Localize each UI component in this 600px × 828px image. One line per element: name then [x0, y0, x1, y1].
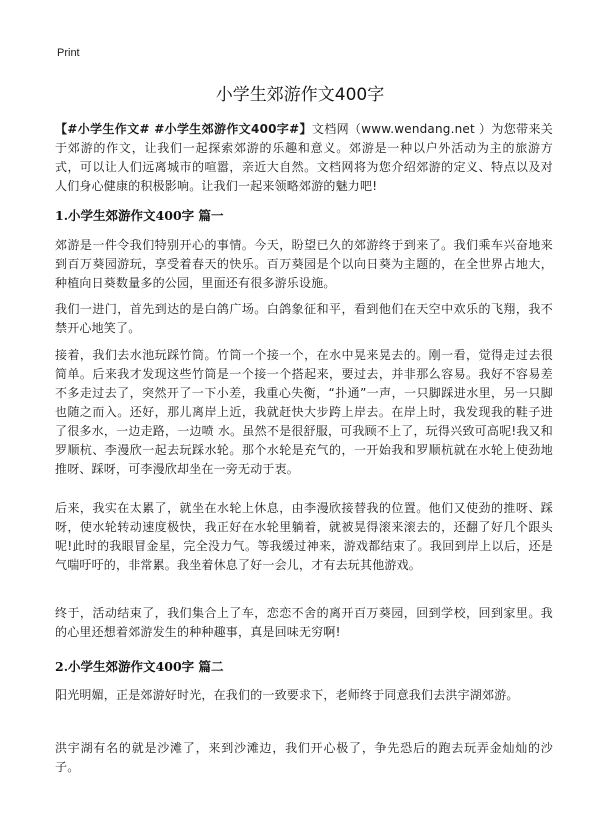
print-link[interactable]: Print — [57, 47, 80, 59]
intro-text: 文档网（www.wendang.net ）为您带来关于郊游的作文，让我们一起探索郊游的乐趣和意义。郊游是一种以户外活动为主的旅游方式，可以让人们远离城市的喧嚣，亲近大自然。文档网将为您介绍郊游的定义、特点以及对人们身心健康的积极影响。让我们一起来领略郊游的魅力吧! — [55, 122, 553, 193]
paragraph-2-1: 阳光明媚，正是郊游好时光，在我们的一致要求下，老师终于同意我们去洪宇湖郊游。 — [55, 688, 519, 702]
section-heading-1: 1.小学生郊游作文400字 篇一 — [55, 208, 224, 223]
intro-paragraph — [55, 120, 553, 196]
paragraph-2-2: 洪宇湖有名的就是沙滩了，来到沙滩边，我们开心极了，争先恐后的跑去玩弄金灿灿的沙子。 — [55, 741, 553, 774]
paragraph-1-5: 终于，活动结束了，我们集合上了车，恋恋不舍的离开百万葵园，回到学校，回到家里。我的心里还想着郊游发生的种种趣事，真是回味无穷啊! — [55, 606, 553, 639]
paragraph-1-4: 后来，我实在太累了，就坐在水轮上休息，由李漫欣接替我的位置。他们又使劲的推呀、踩呀，使水轮转动速度极快，我正好在水轮里躺着，就被晃得滚来滚去的，还翻了好几个跟头呢!此时的我眼冒金星，完全没力气。等我缓过神来，游戏都结束了。我回到岸上以后，还是气喘吁吁的，非常累。我坐着休息了好一会儿，才有去玩其他游戏。 — [55, 501, 553, 572]
paragraph-1-1: 郊游是一件令我们特别开心的事情。今天，盼望已久的郊游终于到来了。我们乘车兴奋地来到百万葵园游玩，享受着春天的快乐。百万葵园是个以向日葵为主题的，在全世界占地大，种植向日葵数量多的公园，里面还有很多游乐设施。 — [55, 238, 553, 290]
paragraph-1-2: 我们一进门，首先到达的是白鸽广场。白鸽象征和平，看到他们在天空中欢乐的飞翔，我不禁开心地笑了。 — [55, 302, 553, 335]
page-title: 小学生郊游作文400字 — [215, 85, 385, 105]
intro-tags: 【#小学生作文# #小学生郊游作文400字#】 — [55, 122, 312, 136]
paragraph-1-3: 接着，我们去水池玩踩竹筒。竹筒一个接一个，在水中晃来晃去的。刚一看，觉得走过去很简单。后来我才发现这些竹筒是一个接一个搭起来，要过去，并非那么容易。我好不容易差不多走过去了，突然开了一下小差，我重心失衡，“扑通”一声，一只脚踩进水里，另一只脚也随之而入。还好，那儿离岸上近，我就赶快大步跨上岸去。在岸上时，我发现我的鞋子进了很多水，一边走路，一边喷 水。虽然不是很舒服，可我顾不上了，玩得兴致可高呢!我又和罗顺杭、李漫欣一起去玩踩水轮。那个水轮是充气的，一开始我和罗顺杭就在水轮上使劲地推呀、踩呀，可李漫欣却坐在一旁无动于衷。 — [55, 348, 553, 476]
section-heading-2: 2.小学生郊游作文400字 篇二 — [55, 659, 224, 674]
